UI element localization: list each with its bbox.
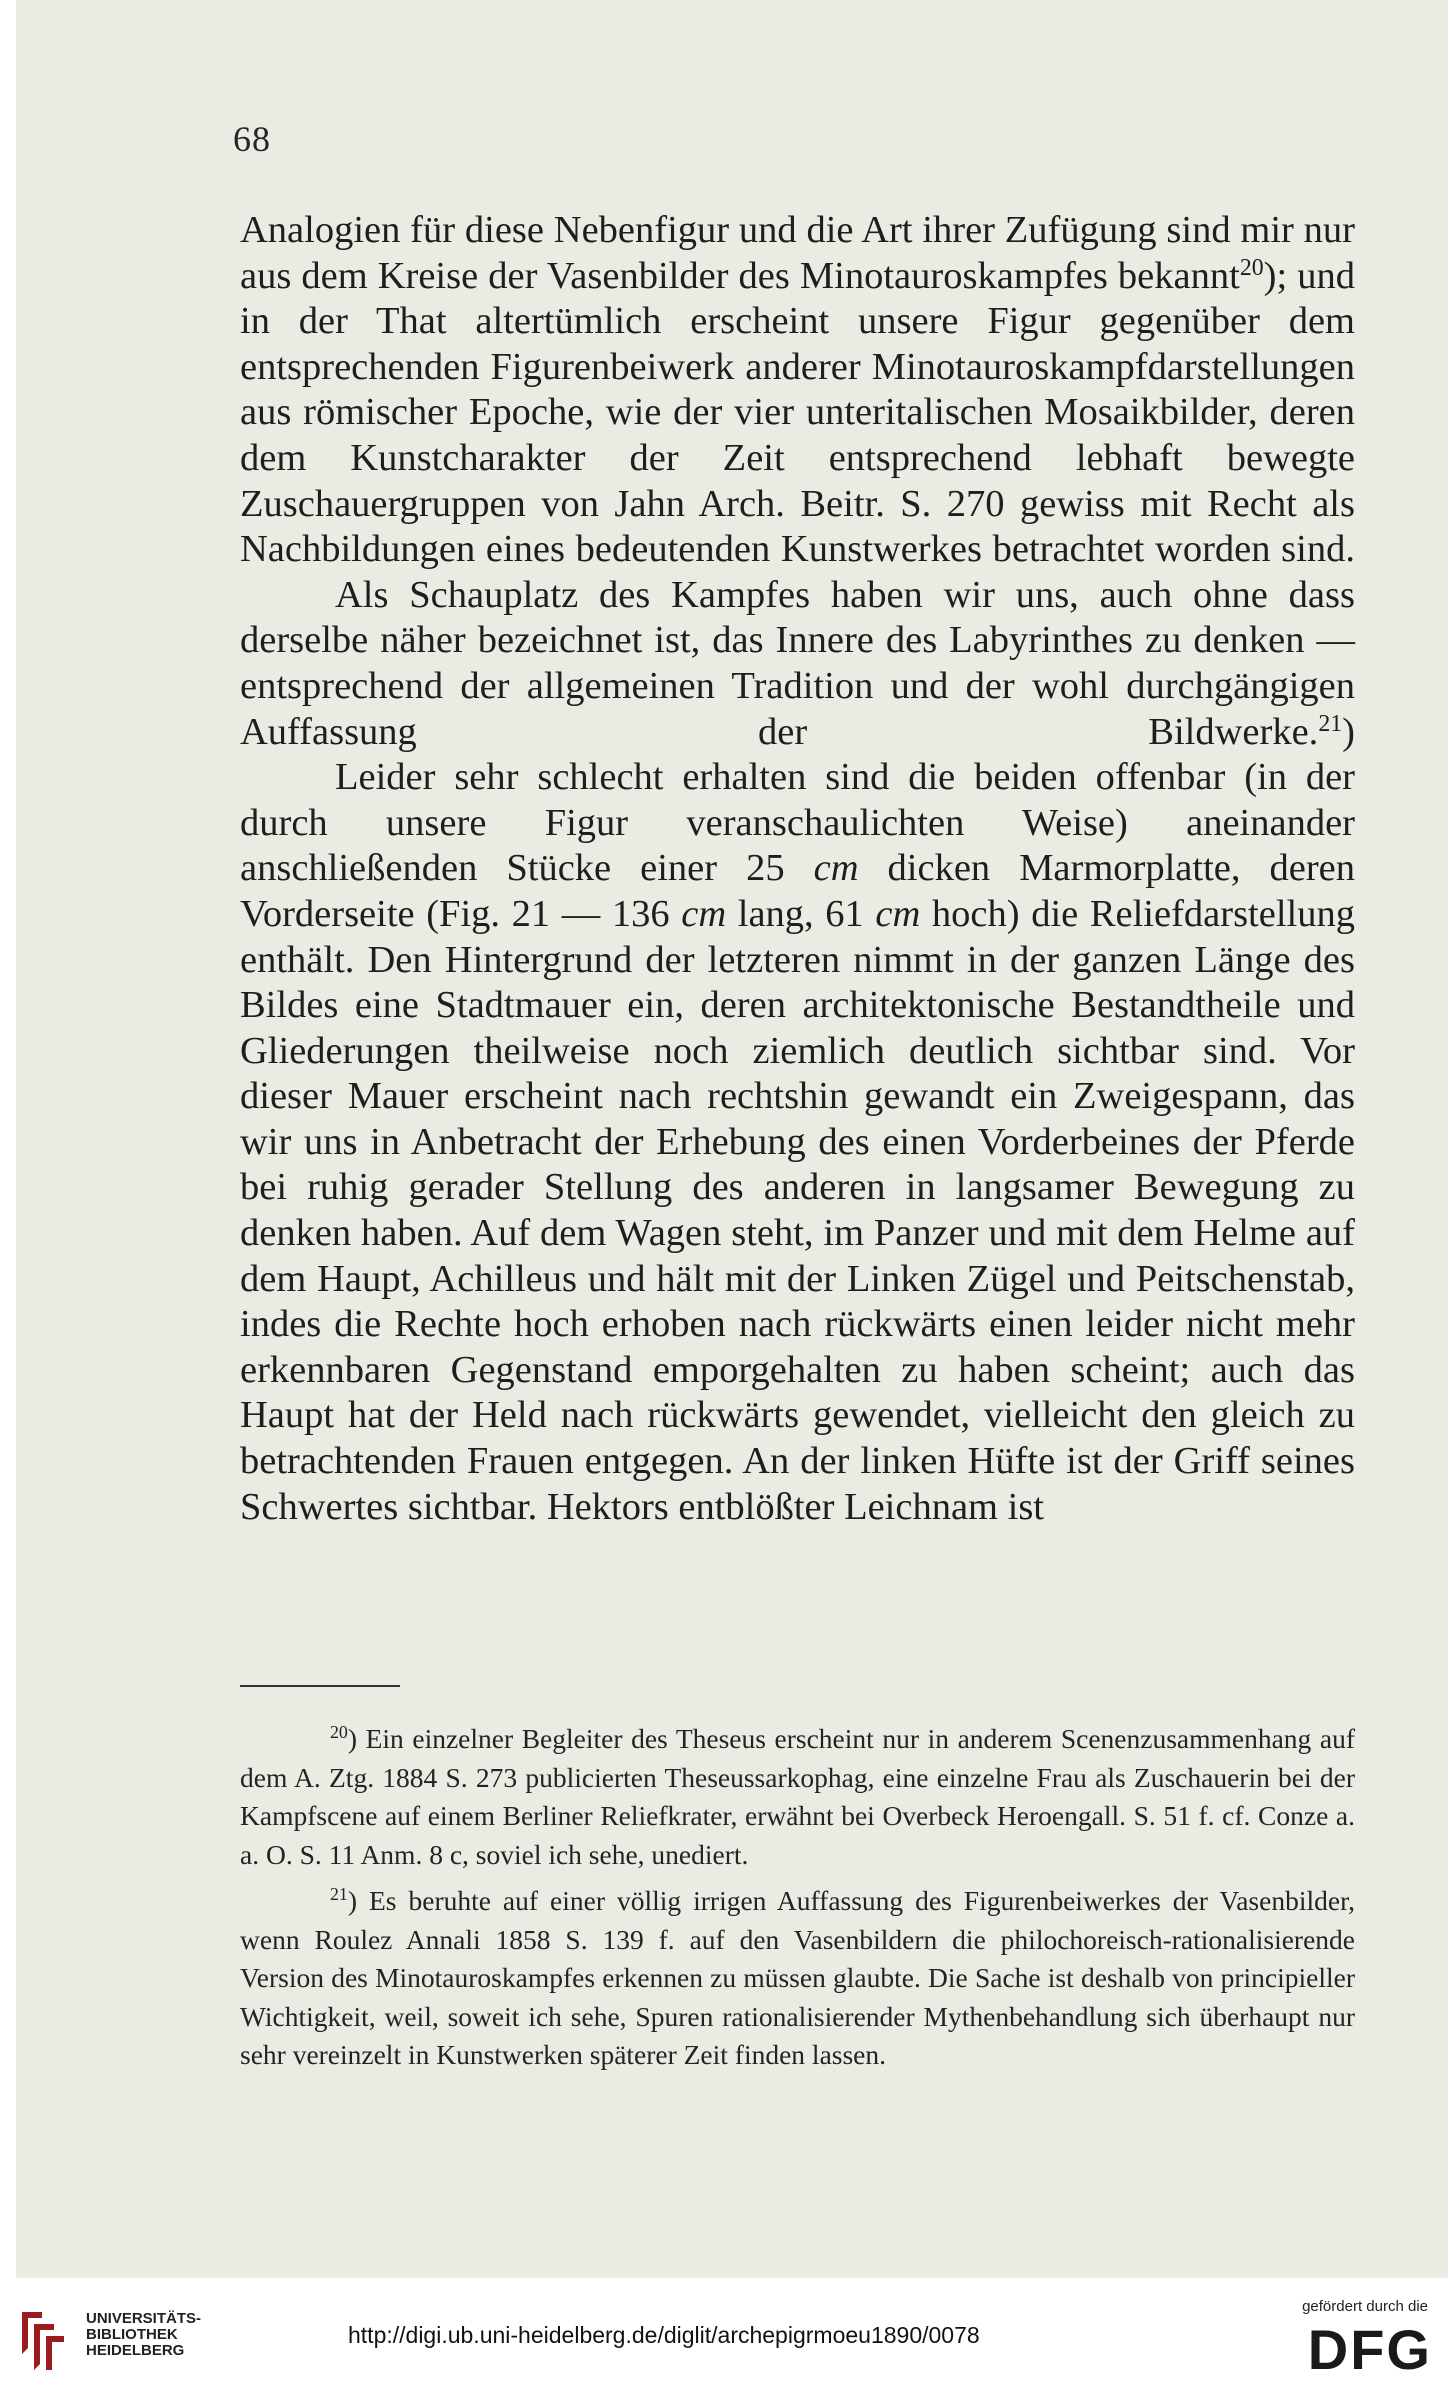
- footnote-number: 21: [330, 1884, 348, 1905]
- footnote-reference: 20: [1239, 254, 1264, 281]
- footnote: [240, 1720, 1355, 1874]
- text-run: ): [1342, 710, 1355, 753]
- footnotes: [240, 1720, 1355, 2083]
- footnote-reference: 21: [1318, 710, 1343, 737]
- italic-unit: cm: [681, 892, 727, 935]
- paragraph: [240, 755, 1355, 1530]
- permalink-url[interactable]: http://digi.ub.uni-heidelberg.de/diglit/archepigrmoeu1890/0078: [348, 2322, 980, 2348]
- scanned-page: [16, 0, 1448, 2278]
- main-text: [240, 208, 1355, 1530]
- library-name-line-3: HEIDELBERG: [86, 2342, 185, 2359]
- library-name-line-1: UNIVERSITÄTS-: [86, 2310, 202, 2327]
- text-run: lang, 61: [726, 892, 876, 935]
- text-run: ); und in der That altertümlich erscheint unsere Figur gegenüber dem entsprechenden Figurenbeiwerk anderer Minotauroskampfdarstellungen aus römischer Epoche, wie der vier unteritalischen Mosaikbilder, deren dem Kunstcharakter der Zeit entsprechend lebhaft bewegte Zuschauergruppen von Jahn Arch. Beitr. S. 270 gewiss mit Recht als Nachbildungen eines bedeutenden Kunstwerkes betrachtet worden sind.: [240, 254, 1355, 571]
- ub-heidelberg-logo-icon: [12, 2308, 72, 2374]
- footnote-divider: [240, 1685, 400, 1687]
- paragraph: [240, 573, 1355, 755]
- italic-unit: cm: [813, 847, 859, 890]
- text-run: Leider sehr schlecht erhalten sind die beiden offenbar (in der durch unsere Figur veranschaulichten Weise) aneinander anschließenden Stücke einer 25: [240, 756, 1355, 890]
- footnote-text: ) Es beruhte auf einer völlig irrigen Auffassung des Figurenbeiwerkes der Vasenbilder, wenn Roulez Annali 1858 S. 139 f. auf den Vasenbildern die philochoreisch-rationalisierende Version des Minotauroskampfes erkennen zu müssen glaubte. Die Sache ist deshalb von principieller Wichtigkeit, weil, soweit ich sehe, Spuren rationalisierender Mythenbehandlung sich überhaupt nur sehr vereinzelt in Kunstwerken späterer Zeit finden lassen.: [240, 1885, 1355, 2070]
- footnote: [240, 1882, 1355, 2075]
- text-run: dicken Marmorplatte, deren Vorderseite (Fig. 21 — 136: [240, 847, 1356, 935]
- paragraph: [240, 208, 1355, 573]
- library-name-line-2: BIBLIOTHEK: [86, 2326, 178, 2343]
- library-name: [86, 2311, 201, 2359]
- footer-bar: [0, 2278, 1448, 2394]
- text-run: Analogien für diese Nebenfigur und die Art ihrer Zufügung sind mir nur aus dem Kreise der Vasenbilder des Minotauroskampfes bekannt: [240, 209, 1355, 297]
- text-run: hoch) die Reliefdarstellung enthält. Den Hintergrund der letzteren nimmt in der ganzen Länge des Bildes eine Stadtmauer ein, deren architektonische Bestandtheile und Gliederungen theilweise noch ziemlich deutlich sichtbar sind. Vor dieser Mauer erscheint nach rechtshin gewandt ein Zweigespann, das wir uns in Anbetracht der Erhebung des einen Vorderbeines der Pferde bei ruhig gerader Stellung des anderen in langsamer Bewegung zu denken haben. Auf dem Wagen steht, im Panzer und mit dem Helme auf dem Haupt, Achilleus und hält mit der Linken Zügel und Peitschenstab, indes die Rechte hoch erhoben nach rückwärts einen leider nicht mehr erkennbaren Gegenstand emporgehalten zu haben scheint; auch das Haupt hat der Held nach rückwärts gewendet, vielleicht den gleich zu betrachtenden Frauen entgegen. An der linken Hüfte ist der Griff seines Schwertes sichtbar. Hektors entblößter Leichnam ist: [240, 892, 1355, 1528]
- dfg-logo: DFG: [1307, 2318, 1432, 2381]
- italic-unit: cm: [875, 892, 921, 935]
- funder-label: gefördert durch die: [1302, 2298, 1428, 2315]
- text-run: Als Schauplatz des Kampfes haben wir uns, auch ohne dass derselbe näher bezeichnet ist, das Innere des Labyrinthes zu denken — entsprechend der allgemeinen Tradition und der wohl durchgängigen Auffassung der Bildwerke.: [240, 573, 1355, 753]
- page-number: 68: [233, 119, 271, 159]
- footnote-text: ) Ein einzelner Begleiter des Theseus erscheint nur in anderem Scenenzusammenhang auf dem A. Ztg. 1884 S. 273 publicierten Theseussarkophag, eine einzelne Frau als Zuschauerin bei der Kampfscene auf einem Berliner Reliefkrater, erwähnt bei Overbeck Heroengall. S. 51 f. cf. Conze a. a. O. S. 11 Anm. 8 c, soviel ich sehe, unediert.: [240, 1723, 1355, 1870]
- footnote-number: 20: [330, 1722, 348, 1743]
